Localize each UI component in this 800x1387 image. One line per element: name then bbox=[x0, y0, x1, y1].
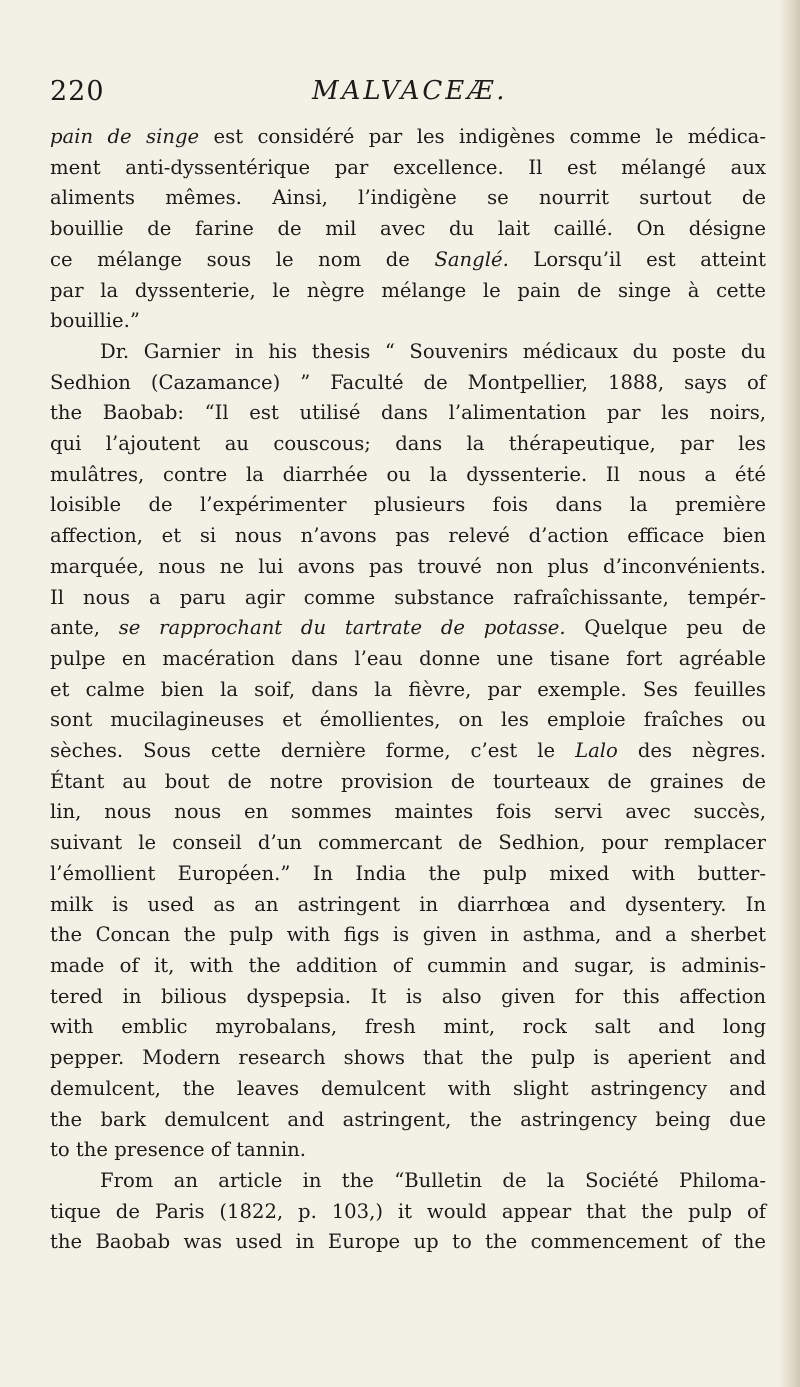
text-span: ment anti-dyssentérique par excellence. Il est mélangé aux bbox=[50, 155, 766, 179]
text-line bbox=[50, 1012, 766, 1043]
text-span: aliments mêmes. Ainsi, l’indigène se nourrit surtout de bbox=[50, 186, 766, 210]
text-line bbox=[50, 644, 766, 675]
text-line bbox=[50, 675, 766, 706]
running-head bbox=[50, 76, 740, 116]
italic-text: pain de singe bbox=[50, 125, 200, 148]
text-span: tered in bilious dyspepsia. It is also given for this affection bbox=[50, 984, 766, 1008]
page-number: 220 bbox=[50, 76, 105, 107]
text-span: sèches. Sous cette dernière forme, c’est le bbox=[50, 739, 576, 763]
text-span: est considéré par les indigènes comme le médica- bbox=[199, 125, 766, 148]
text-span: the bark demulcent and astringent, the astringency being due bbox=[50, 1107, 766, 1131]
section-title: MALVACEÆ. bbox=[312, 76, 508, 106]
text-span: Dr. Garnier in his thesis “ Souvenirs médicaux du poste du bbox=[100, 339, 766, 363]
text-span: lin, nous nous en sommes maintes fois servi avec succès, bbox=[50, 800, 766, 824]
text-span: Étant au bout de notre provision de tourteaux de graines de bbox=[50, 769, 766, 793]
text-line bbox=[50, 1166, 766, 1197]
text-span: sont mucilagineuses et émollientes, on les emploie fraîches ou bbox=[50, 708, 766, 732]
text-span: bouillie de farine de mil avec du lait caillé. On désigne bbox=[50, 217, 766, 241]
text-span: mulâtres, contre la diarrhée ou la dyssenterie. Il nous a été bbox=[50, 462, 766, 486]
text-line bbox=[50, 521, 766, 552]
text-line bbox=[50, 1043, 766, 1074]
text-line bbox=[50, 153, 766, 184]
text-line bbox=[50, 552, 766, 583]
text-line bbox=[50, 398, 766, 429]
body-text bbox=[50, 122, 766, 1258]
text-line bbox=[50, 828, 766, 859]
italic-text: se rapprochant du tartrate de potasse. bbox=[118, 616, 566, 640]
text-span: Lorsqu’il est atteint bbox=[508, 247, 766, 271]
text-span: From an article in the “Bulletin de la Société Philoma- bbox=[100, 1168, 766, 1192]
text-span: Quelque peu de bbox=[565, 616, 766, 640]
text-span: qui l’ajoutent au couscous; dans la thérapeutique, par les bbox=[50, 432, 766, 456]
page-edge-shadow bbox=[778, 0, 800, 1387]
text-span: with emblic myrobalans, fresh mint, rock salt and long bbox=[50, 1015, 766, 1039]
italic-text: Lalo bbox=[575, 739, 618, 763]
text-line bbox=[50, 368, 766, 399]
text-line bbox=[50, 859, 766, 890]
text-span: made of it, with the addition of cummin and sugar, is adminis- bbox=[50, 953, 766, 977]
text-span: loisible de l’expérimenter plusieurs fois dans la première bbox=[50, 493, 766, 517]
text-line bbox=[50, 705, 766, 736]
text-line bbox=[50, 214, 766, 245]
text-line bbox=[50, 337, 766, 368]
text-span: marquée, nous ne lui avons pas trouvé non plus d’inconvénients. bbox=[50, 554, 766, 578]
text-line bbox=[50, 1227, 766, 1258]
text-span: tique de Paris (1822, p. 103,) it would appear that the pulp of bbox=[50, 1199, 766, 1223]
text-span: bouillie.” bbox=[50, 309, 140, 333]
text-line bbox=[50, 276, 766, 307]
text-line bbox=[50, 460, 766, 491]
text-line bbox=[50, 429, 766, 460]
text-span: Sedhion (Cazamance) ” Faculté de Montpellier, 1888, says of bbox=[50, 370, 766, 394]
text-line bbox=[50, 951, 766, 982]
text-line bbox=[50, 920, 766, 951]
text-span: Il nous a paru agir comme substance rafraîchissante, tempér- bbox=[50, 585, 766, 609]
text-span: des nègres. bbox=[617, 739, 766, 763]
text-span: et calme bien la soif, dans la fièvre, par exemple. Ses feuilles bbox=[50, 677, 766, 701]
text-line bbox=[50, 890, 766, 921]
text-span: suivant le conseil d’un commercant de Sedhion, pour remplacer bbox=[50, 831, 766, 855]
text-span: the Concan the pulp with figs is given in asthma, and a sherbet bbox=[50, 923, 766, 947]
text-line bbox=[50, 1135, 766, 1166]
text-span: par la dyssenterie, le nègre mélange le pain de singe à cette bbox=[50, 278, 766, 302]
italic-text: Sanglé. bbox=[434, 247, 509, 271]
text-span: the Baobab: “Il est utilisé dans l’alimentation par les noirs, bbox=[50, 401, 766, 425]
text-line bbox=[50, 767, 766, 798]
text-span: pulpe en macération dans l’eau donne une tisane fort agréable bbox=[50, 646, 766, 670]
text-line bbox=[50, 1197, 766, 1228]
text-line bbox=[50, 1074, 766, 1105]
text-line bbox=[50, 613, 766, 644]
text-span: ce mélange sous le nom de bbox=[50, 247, 435, 271]
text-line bbox=[50, 245, 766, 276]
text-line bbox=[50, 797, 766, 828]
text-line bbox=[50, 1105, 766, 1136]
text-line bbox=[50, 490, 766, 521]
text-span: the Baobab was used in Europe up to the commencement of the bbox=[50, 1230, 766, 1254]
text-span: ante, bbox=[50, 616, 119, 640]
text-span: demulcent, the leaves demulcent with slight astringency and bbox=[50, 1076, 766, 1100]
text-line bbox=[50, 982, 766, 1013]
text-line bbox=[50, 736, 766, 767]
text-line bbox=[50, 122, 766, 153]
text-span: to the presence of tannin. bbox=[50, 1138, 306, 1162]
text-line bbox=[50, 183, 766, 214]
text-line bbox=[50, 583, 766, 614]
text-line bbox=[50, 306, 766, 337]
text-span: milk is used as an astringent in diarrhœa and dysentery. In bbox=[50, 892, 766, 916]
text-span: pepper. Modern research shows that the pulp is aperient and bbox=[50, 1046, 766, 1070]
text-span: l’émollient Européen.” In India the pulp mixed with butter- bbox=[50, 861, 766, 885]
text-span: affection, et si nous n’avons pas relevé d’action efficace bien bbox=[50, 524, 766, 548]
